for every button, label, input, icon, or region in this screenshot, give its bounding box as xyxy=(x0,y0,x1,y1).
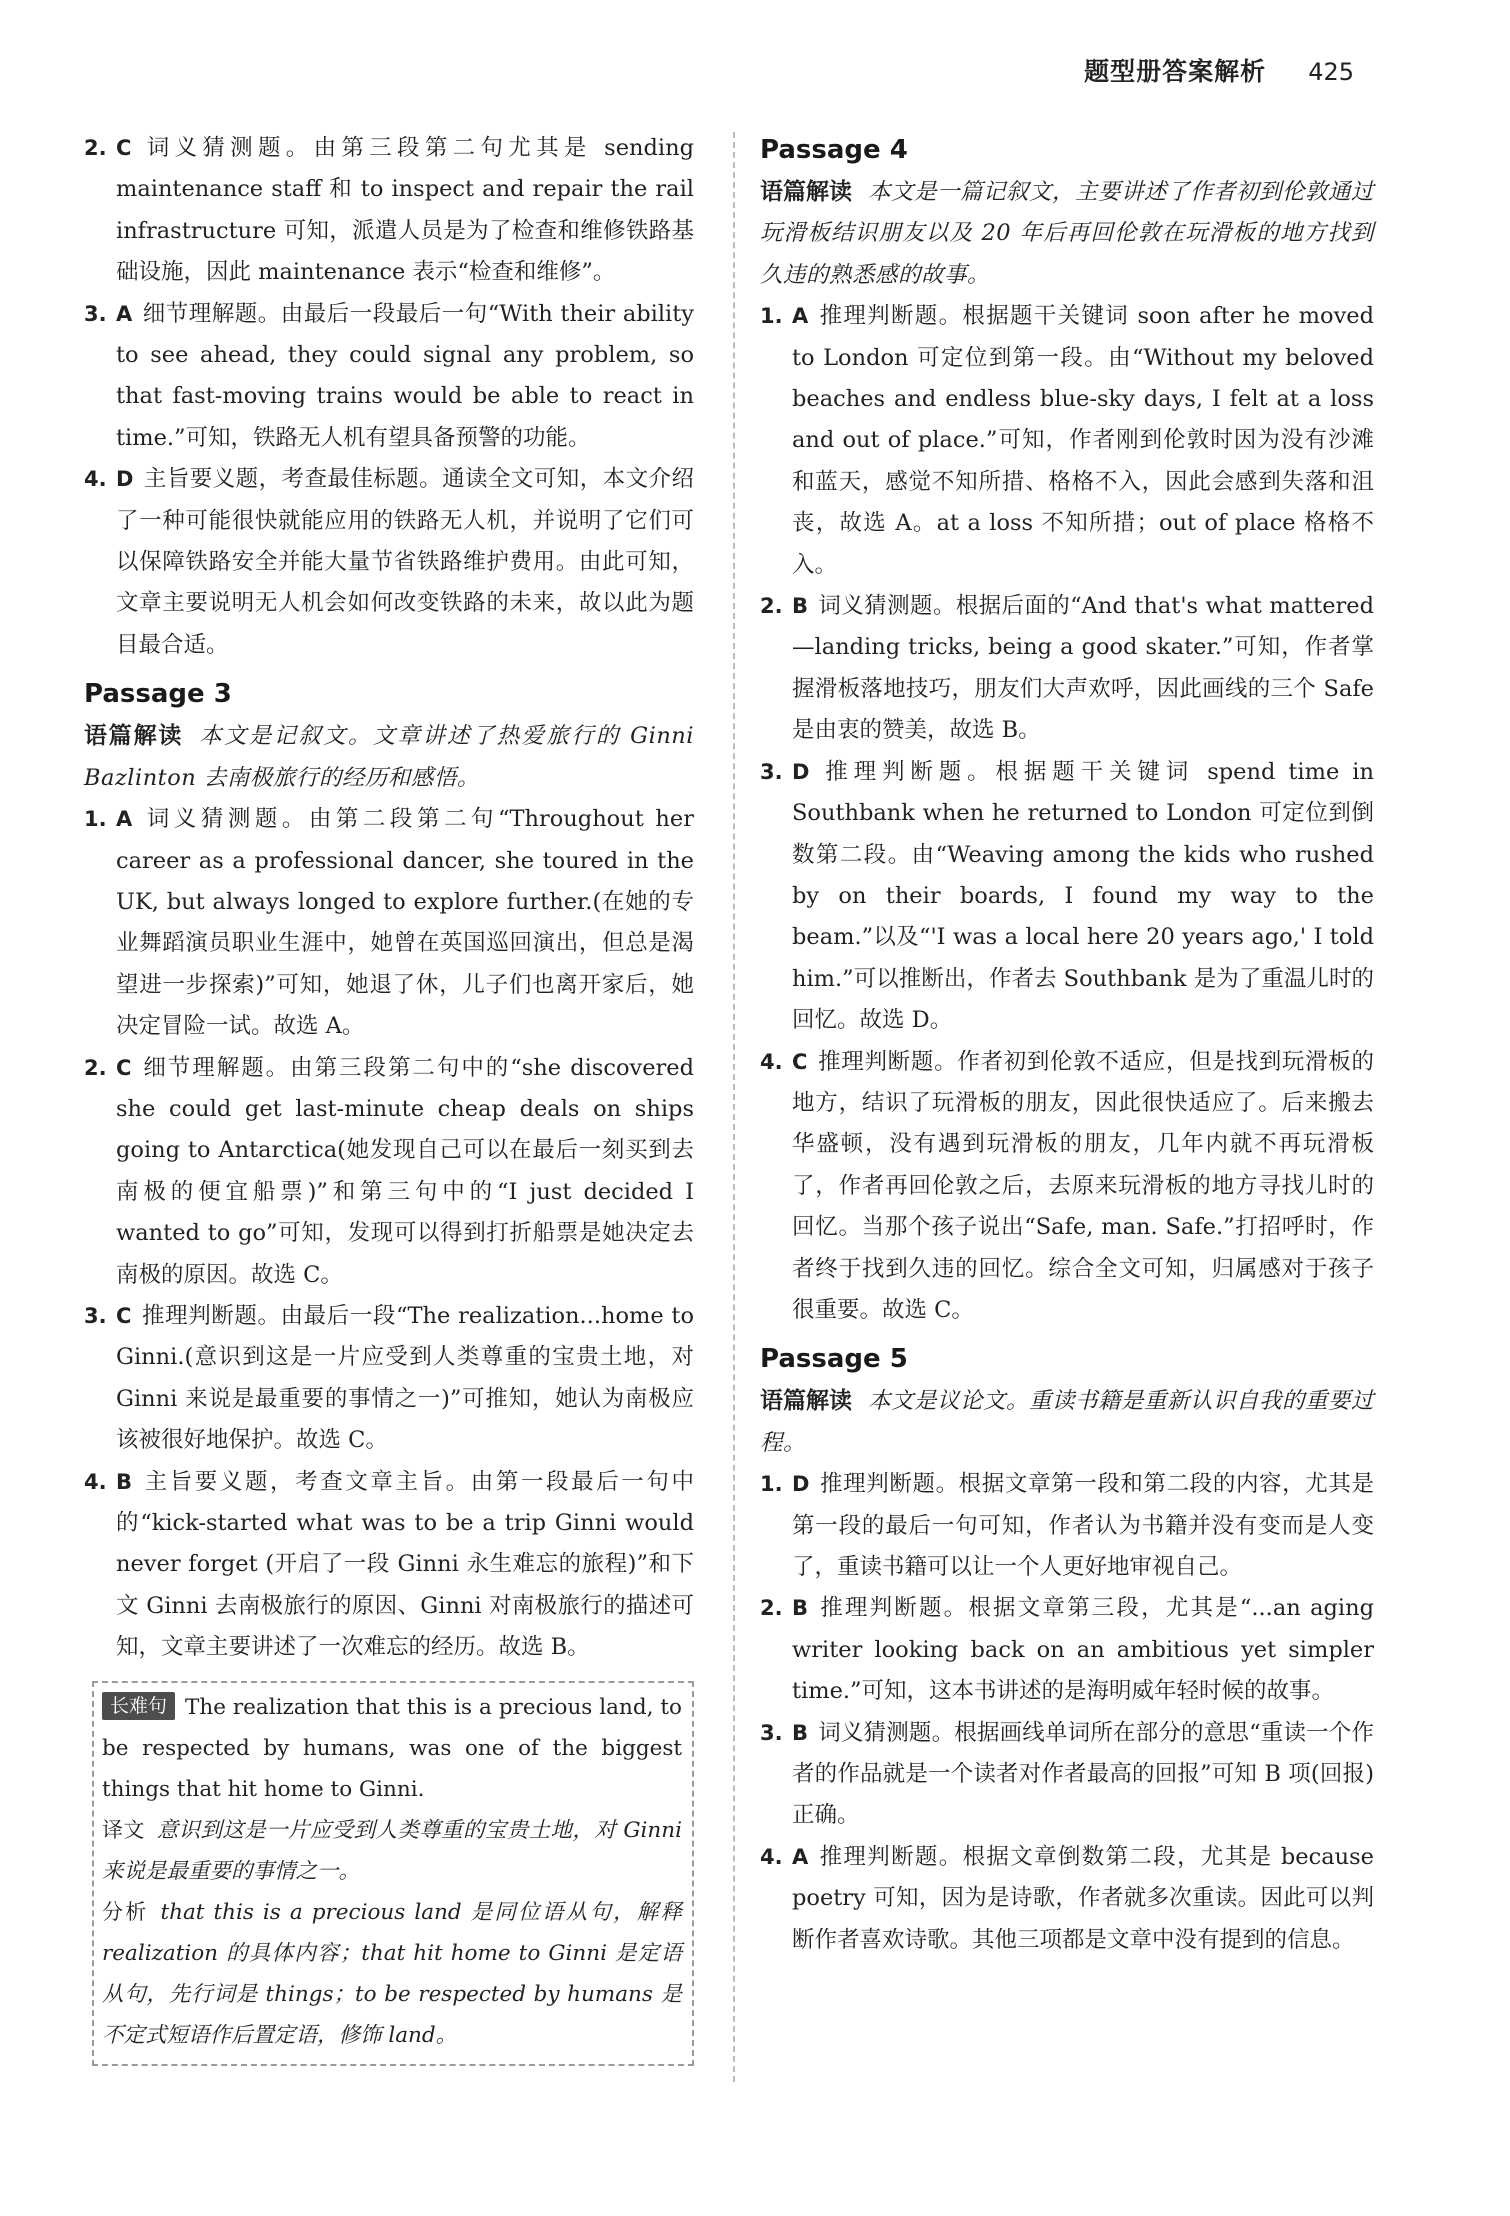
item-explanation: 细节理解题。由第三段第二句中的“she discovered she could get last-minute cheap deals on ships going to Antarctica(她发现自己可以在最后一刻买到去南极的便宜船票)”和第三句中的“I just decided I wanted to go”可知，发现可以得到打折船票是她决定去南极的原因。故选 C。 xyxy=(116,1054,694,1288)
answer-item xyxy=(84,1296,694,1462)
passage-heading: Passage 5 xyxy=(760,1344,908,1375)
answer-item xyxy=(760,1042,1374,1332)
intro-text: 本文是一篇记叙文，主要讲述了作者初到伦敦通过玩滑板结识朋友以及 20 年后再回伦敦在玩滑板的地方找到久违的熟悉感的故事。 xyxy=(760,179,1375,288)
item-number: 4. xyxy=(84,467,107,492)
intro-label: 语篇解读 xyxy=(84,723,184,750)
item-number: 2. xyxy=(760,1596,783,1621)
intro-text: 本文是议论文。重读书籍是重新认识自我的重要过程。 xyxy=(760,1388,1375,1456)
answer-letter: B xyxy=(792,594,809,619)
answer-letter: C xyxy=(116,1055,132,1080)
page-number: 425 xyxy=(1308,58,1354,86)
answer-letter: A xyxy=(792,304,809,329)
item-number: 1. xyxy=(84,807,107,832)
item-explanation: 推理判断题。由最后一段“The realization...home to Ginni.(意识到这是一片应受到人类尊重的宝贵土地，对 Ginni 来说是最重要的事情之一)”可推知，她认为南极应该被很好地保护。故选 C。 xyxy=(116,1302,694,1454)
answer-item xyxy=(760,752,1374,1042)
answer-letter: A xyxy=(792,1844,809,1869)
passage-heading: Passage 3 xyxy=(84,679,232,710)
answer-item xyxy=(84,459,694,666)
long-sentence-box xyxy=(92,1681,694,2066)
answer-item xyxy=(760,296,1374,586)
item-explanation: 推理判断题。根据题干关键词 spend time in Southbank when he returned to London 可定位到倒数第二段。由“Weaving among the kids who rushed by on their boards, I found my way to the beam.”以及“'I was a local here 20 years ago,' I told him.”可以推断出，作者去 Southbank 是为了重温儿时的回忆。故选 D。 xyxy=(792,758,1374,1034)
answer-letter: B xyxy=(792,1596,809,1621)
answer-item xyxy=(84,294,694,460)
item-explanation: 推理判断题。根据题干关键词 soon after he moved to London 可定位到第一段。由“Without my beloved beaches and endless blue-sky days, I felt at a loss and out of place.”可知，作者刚到伦敦时因为没有沙滩和蓝天，感觉不知所措、格格不入，因此会感到失落和沮丧，故选 A。at a loss 不知所措；out of place 格格不入。 xyxy=(792,303,1374,578)
box-sentence: The realization that this is a precious land, to be respected by humans, was one of the biggest things that hit home to Ginni. xyxy=(102,1694,682,1802)
page-header xyxy=(1084,52,1354,88)
item-number: 4. xyxy=(760,1844,783,1869)
item-explanation: 主旨要义题，考查文章主旨。由第一段最后一句中的“kick-started what was to be a trip Ginni would never forget (开启了一段 Ginni 永生难忘的旅程)”和下文 Ginni 去南极旅行的原因、Ginni 对南极旅行的描述可知，文章主要讲述了一次难忘的经历。故选 B。 xyxy=(116,1468,694,1661)
answer-item xyxy=(760,1464,1374,1588)
box-translation-line xyxy=(102,1810,682,1892)
item-number: 1. xyxy=(760,304,783,329)
item-number: 3. xyxy=(760,1720,783,1745)
answer-letter: C xyxy=(792,1049,808,1074)
answer-item xyxy=(760,1713,1374,1837)
answer-item xyxy=(84,1462,694,1669)
item-explanation: 词义猜测题。根据后面的“And that's what mattered—landing tricks, being a good skater.”可知，作者掌握滑板落地技巧，朋友们大声欢呼，因此画线的三个 Safe 是由衷的赞美，故选 B。 xyxy=(792,593,1374,744)
answer-letter: D xyxy=(792,759,810,784)
passage-intro xyxy=(760,172,1374,296)
left-column xyxy=(84,128,694,2066)
answer-item xyxy=(84,1048,694,1296)
answer-letter: C xyxy=(116,136,132,160)
passage-intro xyxy=(84,716,694,799)
answer-letter: A xyxy=(116,807,133,832)
answer-item xyxy=(760,586,1374,752)
intro-text: 本文是记叙文。文章讲述了热爱旅行的 Ginni Bazlinton 去南极旅行的经历和感悟。 xyxy=(84,723,694,791)
item-number: 2. xyxy=(84,1055,107,1080)
answer-item xyxy=(760,1837,1374,1961)
answer-letter: A xyxy=(116,301,133,326)
answer-letter: D xyxy=(116,467,134,492)
box-analysis-line xyxy=(102,1892,682,2056)
answer-item xyxy=(84,128,694,294)
box-sentence-line xyxy=(102,1687,682,1810)
item-number: 4. xyxy=(84,1469,107,1494)
answer-letter: B xyxy=(792,1720,809,1745)
right-column xyxy=(760,128,1374,1961)
item-explanation: 词义猜测题。根据画线单词所在部分的意思“重读一个作者的作品就是一个读者对作者最高的回报”可知 B 项(回报)正确。 xyxy=(792,1719,1374,1829)
item-explanation: 推理判断题。根据文章第一段和第二段的内容，尤其是第一段的最后一句可知，作者认为书籍并没有变而是人变了，重读书籍可以让一个人更好地审视自己。 xyxy=(792,1471,1374,1580)
item-number: 4. xyxy=(760,1049,783,1074)
analysis-label: 分析 xyxy=(102,1899,149,1924)
item-explanation: 推理判断题。作者初到伦敦不适应，但是找到玩滑板的地方，结识了玩滑板的朋友，因此很快适应了。后来搬去华盛顿，没有遇到玩滑板的朋友，几年内就不再玩滑板了，作者再回伦敦之后，去原来玩滑板的地方寻找儿时的回忆。当那个孩子说出“Safe, man. Safe.”打招呼时，作者终于找到久违的回忆。综合全文可知，归属感对于孩子很重要。故选 C。 xyxy=(792,1048,1374,1323)
item-explanation: 细节理解题。由最后一段最后一句“With their ability to see ahead, they could signal any problem, so that fast-moving trains would be able to react in time.”可知，铁路无人机有望具备预警的功能。 xyxy=(116,300,694,451)
item-number: 1. xyxy=(760,1472,783,1497)
item-explanation: 词义猜测题。由第三段第二句尤其是 sending maintenance staff 和 to inspect and repair the rail infrastructure 可知，派遣人员是为了检查和维修铁路基础设施，因此 maintenance 表示“检查和维修”。 xyxy=(116,135,694,286)
item-number: 3. xyxy=(84,1303,107,1328)
item-explanation: 推理判断题。根据文章第三段，尤其是“...an aging writer looking back on an ambitious yet simpler time.”可知，这本书讲述的是海明威年轻时候的故事。 xyxy=(792,1595,1374,1705)
long-sentence-badge: 长难句 xyxy=(102,1692,175,1720)
passage-intro xyxy=(760,1381,1374,1464)
item-explanation: 主旨要义题，考查最佳标题。通读全文可知，本文介绍了一种可能很快就能应用的铁路无人机，并说明了它们可以保障铁路安全并能大量节省铁路维护费用。由此可知，文章主要说明无人机会如何改变铁路的未来，故以此为题目最合适。 xyxy=(116,466,694,658)
translation-label: 译文 xyxy=(102,1817,145,1842)
intro-label: 语篇解读 xyxy=(760,179,852,205)
item-number: 2. xyxy=(760,594,783,619)
analysis-text: that this is a precious land 是同位语从句，解释 realization 的具体内容；that hit home to Ginni 是定语从句，先行词是 things；to be respected by humans 是不定式短语作后置定语，修饰 land。 xyxy=(102,1899,682,2048)
item-explanation: 词义猜测题。由第二段第二句“Throughout her career as a professional dancer, she toured in the UK, but always longed to explore further.(在她的专业舞蹈演员职业生涯中，她曾在英国巡回演出，但总是渴望进一步探索)”可知，她退了休，儿子们也离开家后，她决定冒险一试。故选 A。 xyxy=(116,806,694,1040)
translation-text: 意识到这是一片应受到人类尊重的宝贵土地，对 Ginni 来说是最重要的事情之一。 xyxy=(102,1817,683,1884)
answer-item xyxy=(760,1588,1374,1712)
item-number: 2. xyxy=(84,136,107,160)
item-number: 3. xyxy=(84,301,107,326)
column-divider xyxy=(733,132,735,2082)
answer-letter: B xyxy=(116,1469,133,1494)
item-explanation: 推理判断题。根据文章倒数第二段，尤其是 because poetry 可知，因为是诗歌，作者就多次重读。因此可以判断作者喜欢诗歌。其他三项都是文章中没有提到的信息。 xyxy=(792,1843,1374,1953)
item-number: 3. xyxy=(760,759,783,784)
header-title: 题型册答案解析 xyxy=(1084,57,1267,86)
passage-heading: Passage 4 xyxy=(760,135,908,165)
answer-item xyxy=(84,799,694,1047)
intro-label: 语篇解读 xyxy=(760,1388,852,1415)
answer-letter: C xyxy=(116,1303,132,1328)
answer-letter: D xyxy=(792,1472,810,1497)
